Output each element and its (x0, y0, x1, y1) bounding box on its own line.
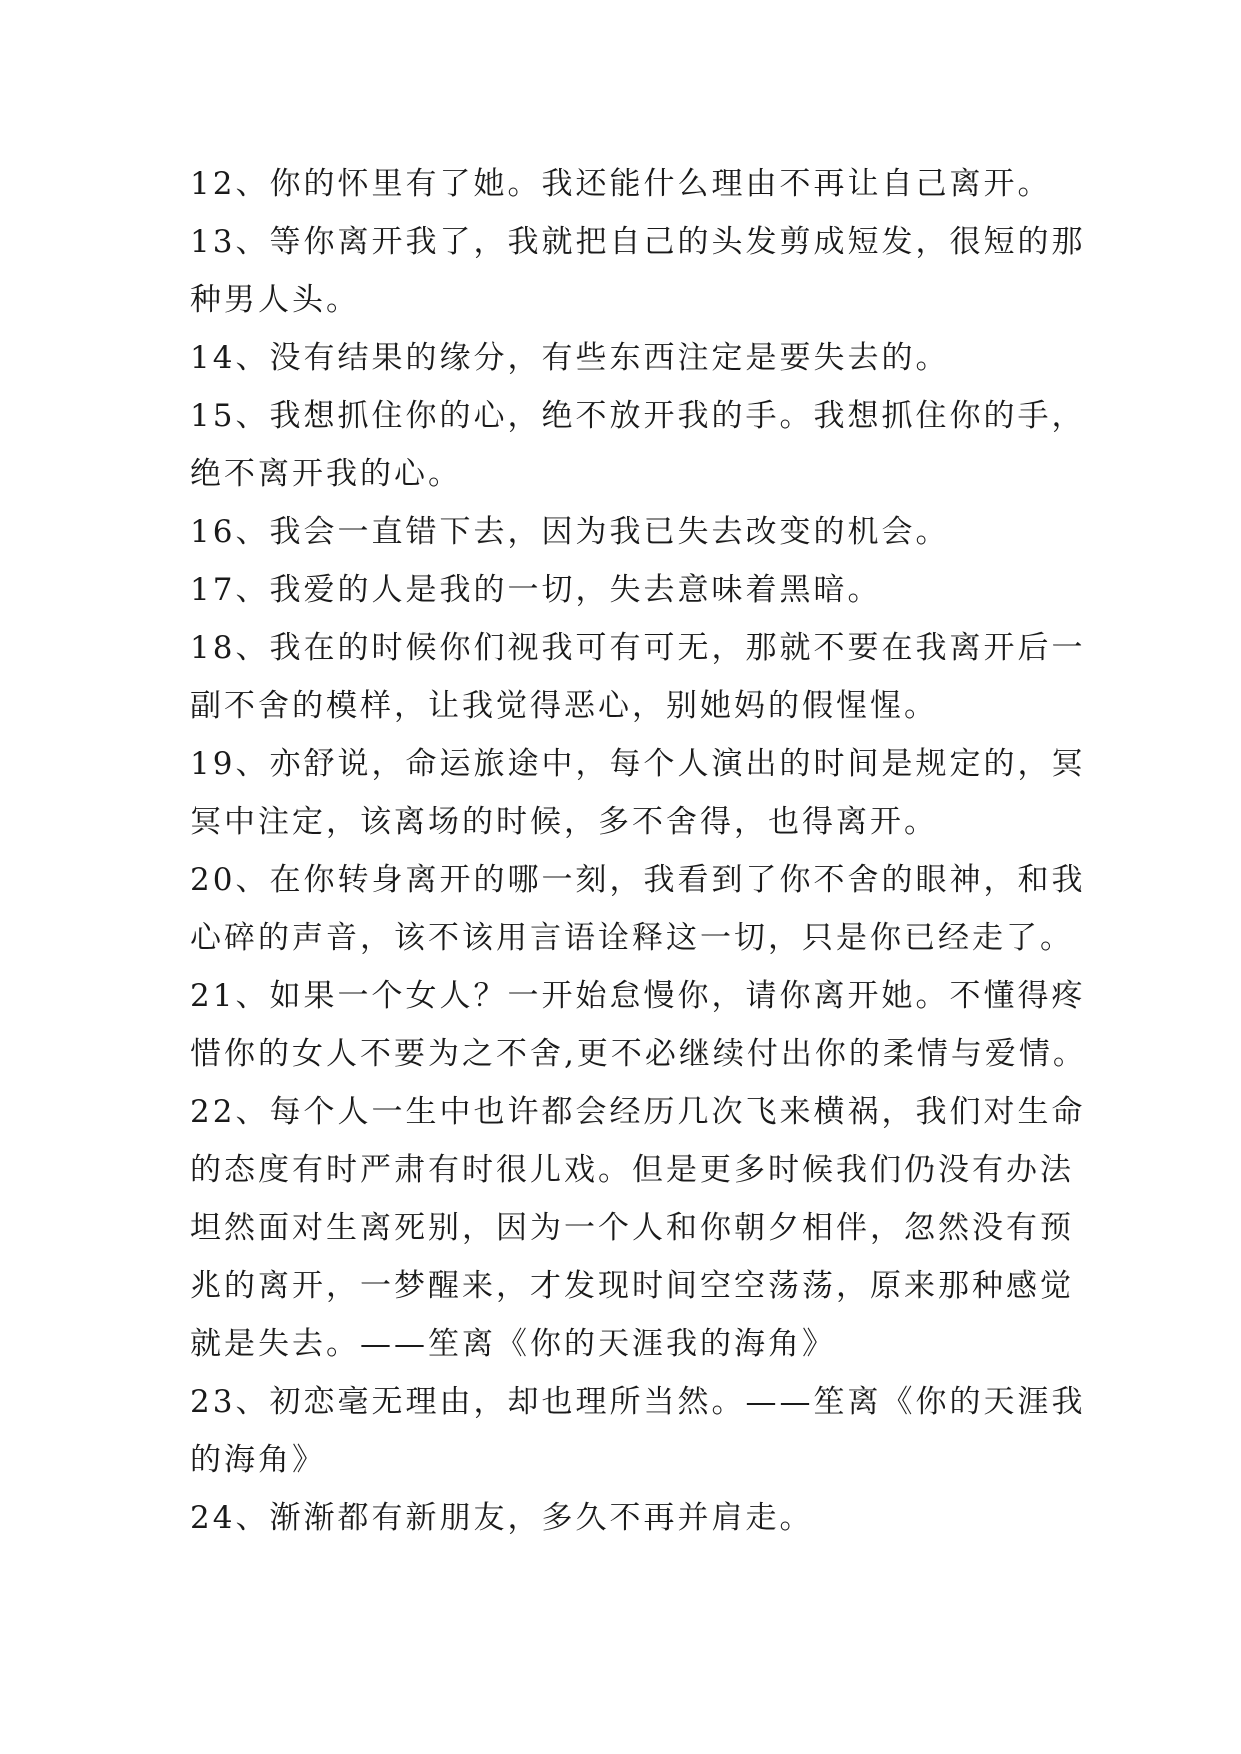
text-line: 惜你的女人不要为之不舍,更不必继续付出你的柔情与爱情。 (190, 1036, 1087, 1072)
text-line: 24、渐渐都有新朋友，多久不再并肩走。 (190, 1500, 814, 1536)
text-line: 22、每个人一生中也许都会经历几次飞来横祸，我们对生命 (190, 1094, 1086, 1130)
text-line: 坦然面对生离死别，因为一个人和你朝夕相伴，忽然没有预 (190, 1210, 1074, 1246)
text-line: 16、我会一直错下去，因为我已失去改变的机会。 (190, 514, 950, 550)
text-line: 副不舍的模样，让我觉得恶心，别她妈的假惺惺。 (190, 688, 938, 724)
text-line: 绝不离开我的心。 (190, 456, 462, 492)
text-line: 14、没有结果的缘分，有些东西注定是要失去的。 (190, 340, 950, 376)
text-line: 17、我爱的人是我的一切，失去意味着黑暗。 (190, 572, 882, 608)
text-line: 18、我在的时候你们视我可有可无，那就不要在我离开后一 (190, 630, 1086, 666)
text-line: 的海角》 (190, 1442, 326, 1478)
text-line: 冥中注定，该离场的时候，多不舍得，也得离开。 (190, 804, 938, 840)
document-body (190, 155, 1090, 1547)
text-line: 21、如果一个女人？一开始怠慢你，请你离开她。不懂得疼 (190, 978, 1086, 1014)
text-line: 兆的离开，一梦醒来，才发现时间空空荡荡，原来那种感觉 (190, 1268, 1074, 1304)
text-line: 心碎的声音，该不该用言语诠释这一切，只是你已经走了。 (190, 920, 1074, 956)
text-line: 19、亦舒说，命运旅途中，每个人演出的时间是规定的，冥 (190, 746, 1086, 782)
text-line: 12、你的怀里有了她。我还能什么理由不再让自己离开。 (190, 166, 1052, 202)
text-line: 23、初恋毫无理由，却也理所当然。——笙离《你的天涯我 (190, 1384, 1086, 1420)
text-line: 13、等你离开我了，我就把自己的头发剪成短发，很短的那 (190, 224, 1086, 260)
text-line: 种男人头。 (190, 282, 360, 318)
text-line: 15、我想抓住你的心，绝不放开我的手。我想抓住你的手， (190, 398, 1086, 434)
text-line: 的态度有时严肃有时很儿戏。但是更多时候我们仍没有办法 (190, 1152, 1074, 1188)
text-line: 20、在你转身离开的哪一刻，我看到了你不舍的眼神，和我 (190, 862, 1086, 898)
text-line: 就是失去。——笙离《你的天涯我的海角》 (190, 1326, 836, 1362)
